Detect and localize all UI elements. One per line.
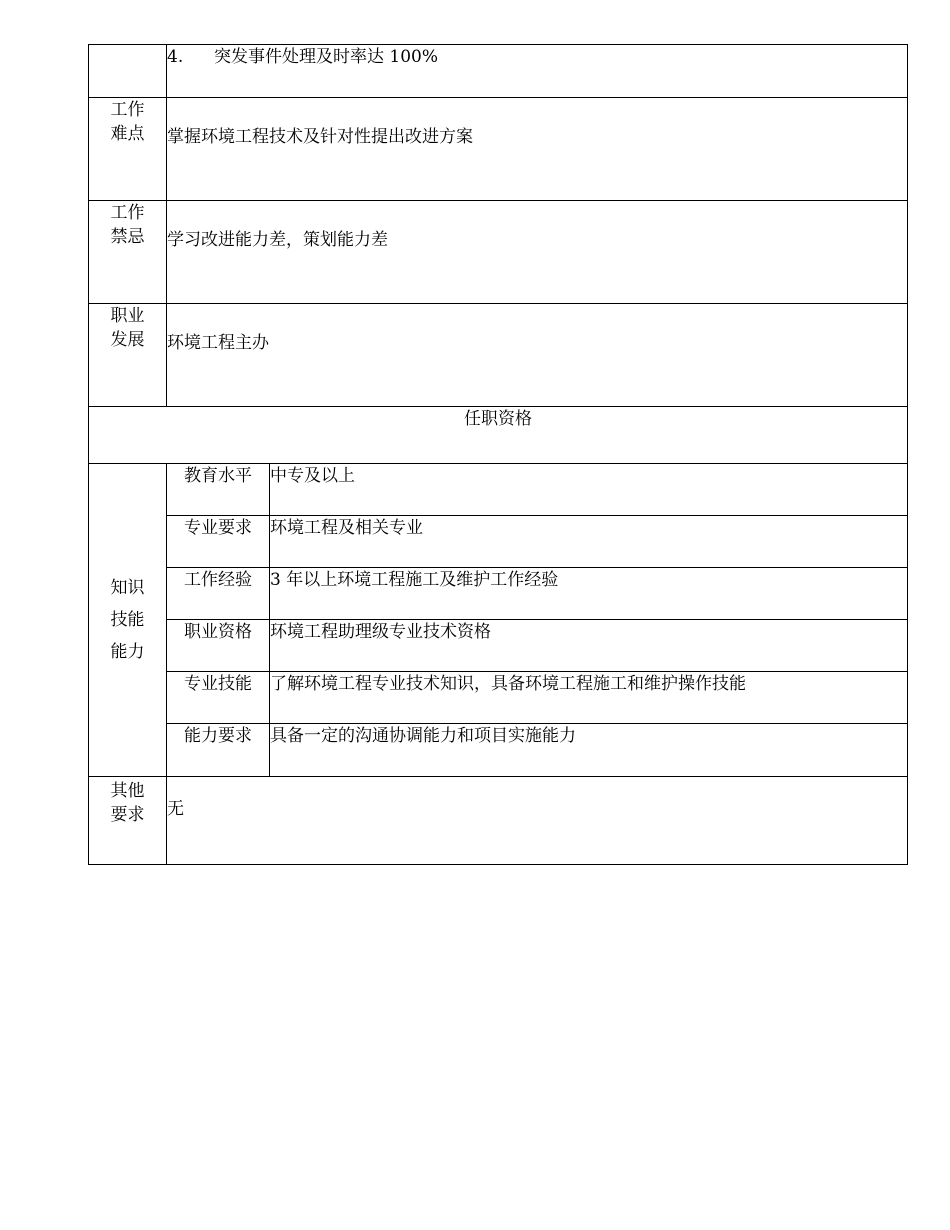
sub-value: 中专及以上 [270,464,908,516]
table-row [89,777,908,865]
row-label [89,777,167,865]
table-row [89,672,908,724]
table-row [89,407,908,464]
sub-value: 3 年以上环境工程施工及维护工作经验 [270,568,908,620]
sub-value: 环境工程助理级专业技术资格 [270,620,908,672]
career-text: 环境工程主办 [167,333,269,353]
label-line: 发展 [110,330,145,350]
table-row [89,620,908,672]
sub-value: 具备一定的沟通协调能力和项目实施能力 [270,724,908,777]
content-cell [167,777,908,865]
section-title: 任职资格 [89,407,908,464]
table-row [89,516,908,568]
job-description-table [88,44,908,865]
table-row [89,568,908,620]
other-text: 无 [167,799,184,819]
label-line: 要求 [110,805,145,825]
sub-label: 专业要求 [167,516,270,568]
list-text: 突发事件处理及时率达 100% [214,47,439,67]
row-label [89,98,167,201]
sub-value: 了解环境工程专业技术知识，具备环境工程施工和维护操作技能 [270,672,908,724]
label-line: 知识 [110,578,145,598]
difficulty-text: 掌握环境工程技术及针对性提出改进方案 [167,127,473,147]
empty-label-cell [89,45,167,98]
table-row [89,201,908,304]
label-line: 禁忌 [110,227,145,247]
label-line: 工作 [110,203,145,223]
sub-label: 工作经验 [167,568,270,620]
content-cell [167,304,908,407]
taboo-text: 学习改进能力差，策划能力差 [167,230,388,250]
table-row [89,724,908,777]
row-label [89,304,167,407]
label-line: 其他 [110,781,145,801]
table-row [89,464,908,516]
row-label [89,201,167,304]
sub-value: 环境工程及相关专业 [270,516,908,568]
content-cell [167,201,908,304]
label-line: 能力 [110,642,145,662]
table-row [89,45,908,98]
table-row [89,98,908,201]
sub-label: 职业资格 [167,620,270,672]
sub-label: 专业技能 [167,672,270,724]
label-line: 难点 [110,124,145,144]
knowledge-label [89,464,167,777]
content-cell [167,98,908,201]
label-line: 技能 [110,610,145,630]
sub-label: 能力要求 [167,724,270,777]
sub-label: 教育水平 [167,464,270,516]
list-number: 4. [167,47,184,67]
content-cell [167,45,908,98]
label-line: 工作 [110,100,145,120]
label-line: 职业 [110,306,145,326]
table-row [89,304,908,407]
